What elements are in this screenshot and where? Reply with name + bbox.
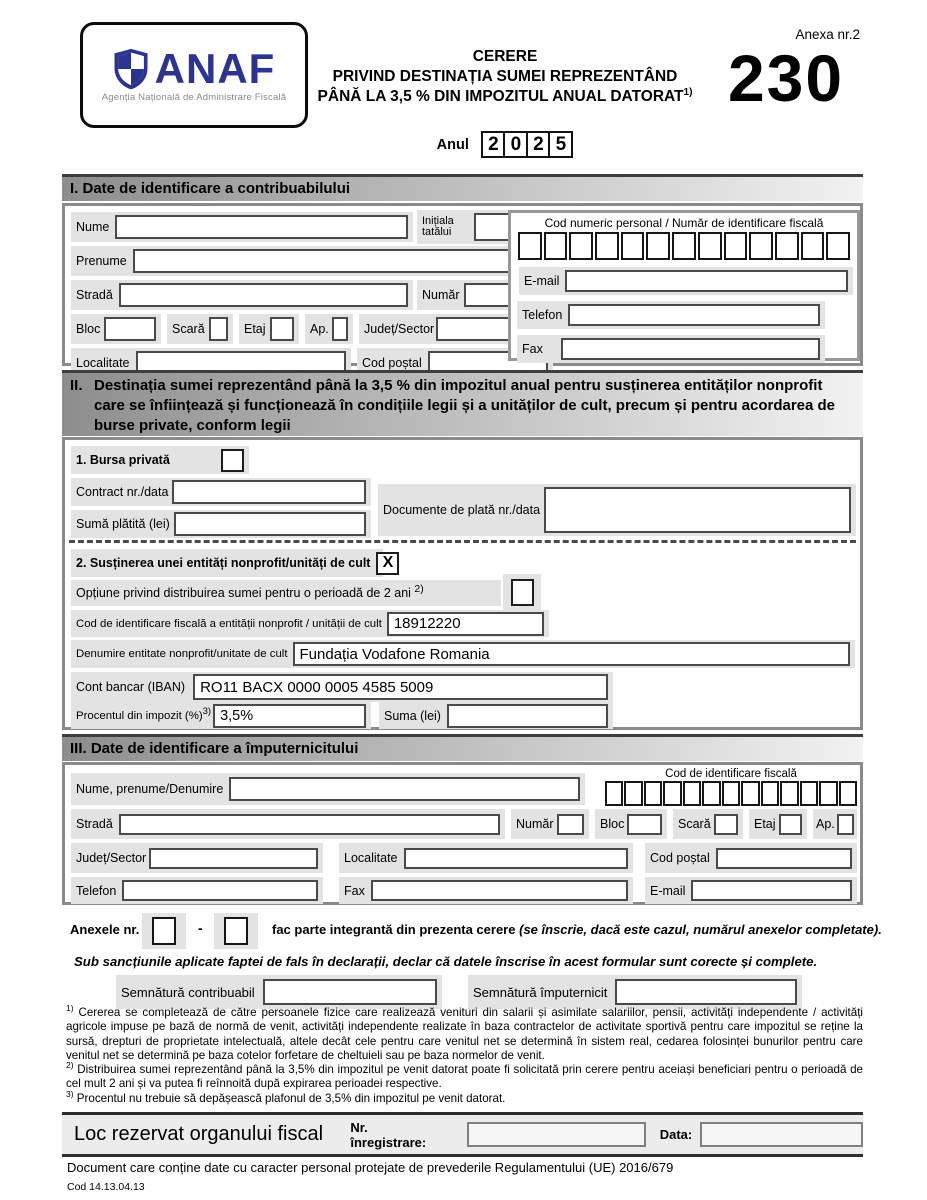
telefon-row: [517, 301, 825, 329]
suma-lei-input[interactable]: [447, 704, 608, 728]
cif-digit-box[interactable]: [722, 781, 740, 806]
prenume-row: [71, 246, 553, 276]
anaf-shield-icon: [113, 48, 149, 90]
optiune-checkbox[interactable]: [511, 579, 534, 606]
section3-header: III. Date de identificare a împuternicitului: [62, 734, 863, 761]
entitate-checkbox[interactable]: X: [376, 552, 399, 575]
etaj-row: [239, 314, 299, 344]
semnatura-imputernicit-row: [468, 975, 802, 1009]
cnp-digit-box[interactable]: [698, 232, 722, 260]
cif-digit-box[interactable]: [683, 781, 701, 806]
imp-email-label: E-mail: [650, 883, 686, 898]
imp-localitate-row: [339, 843, 633, 873]
cnp-digit-box[interactable]: [672, 232, 696, 260]
footnote-ref-1: 1): [683, 86, 693, 98]
email-row: [519, 267, 853, 295]
anexa-number-box2[interactable]: [224, 917, 248, 945]
imp-ap-row: [813, 809, 857, 839]
strada-input[interactable]: [119, 283, 408, 307]
bloc-label: Bloc: [76, 322, 101, 336]
cnp-digit-box[interactable]: [724, 232, 748, 260]
cnp-digit-box[interactable]: [801, 232, 825, 260]
dashed-divider: [69, 540, 856, 543]
imp-numar-row: [511, 809, 589, 839]
imp-scara-input[interactable]: [714, 814, 738, 835]
documente-input[interactable]: [544, 487, 851, 533]
anexele-text-italic: (se înscrie, dacă este cazul, numărul anexelor completate).: [519, 922, 882, 937]
optiune-checkbox-pad: [503, 574, 541, 610]
cnp-label: Cod numeric personal / Număr de identificare fiscală: [544, 216, 824, 230]
declaration-text: Sub sancțiunile aplicate faptei de fals în declarații, declar că datele înscrise în acest formular sunt corecte și complete.: [74, 954, 818, 969]
telefon-label: Telefon: [522, 308, 563, 322]
ap-row: [305, 314, 353, 344]
imp-numar-input[interactable]: [557, 814, 584, 835]
prenume-label: Prenume: [76, 254, 127, 268]
email-input[interactable]: [565, 270, 848, 292]
imputernicit-cif-label: Cod de identificare fiscală: [665, 768, 797, 780]
fax-label: Fax: [522, 342, 543, 356]
initiala-input[interactable]: [474, 213, 510, 241]
footnotes: [66, 1003, 863, 1106]
footnote-ref-3: 3): [202, 705, 212, 717]
cnp-digit-box[interactable]: [646, 232, 670, 260]
cnp-digit-box[interactable]: [518, 232, 542, 260]
year-digit-box[interactable]: 0: [503, 131, 528, 158]
imputernicit-nume-row: [71, 773, 585, 805]
ap-label: Ap.: [310, 322, 329, 336]
procent-input[interactable]: 3,5%: [213, 704, 366, 728]
anexele-label: Anexele nr.: [70, 922, 140, 937]
imp-strada-row: [71, 809, 505, 839]
imp-scara-label: Scară: [678, 817, 711, 831]
year-digit-boxes[interactable]: [481, 131, 574, 158]
imp-bloc-row: [595, 809, 667, 839]
cif-entitate-input[interactable]: 18912220: [387, 612, 544, 636]
prenume-input[interactable]: [133, 249, 548, 273]
semnatura-contribuabil-input[interactable]: [263, 979, 437, 1005]
imp-email-input[interactable]: [691, 880, 852, 901]
section2-header: [62, 370, 863, 436]
cif-digit-box[interactable]: [839, 781, 857, 806]
year-row: [298, 131, 712, 158]
suma-lei-label: Suma (lei): [384, 708, 441, 723]
section1-box: [62, 203, 863, 370]
iban-label: Cont bancar (IBAN): [76, 680, 186, 694]
cif-digit-box[interactable]: [761, 781, 779, 806]
imp-strada-label: Stradă: [76, 817, 113, 831]
email-label: E-mail: [524, 274, 560, 288]
cif-digit-box[interactable]: [624, 781, 642, 806]
imp-strada-input[interactable]: [119, 814, 500, 835]
imp-cod-postal-row: [645, 843, 857, 873]
scara-row: [167, 314, 233, 344]
telefon-input[interactable]: [568, 304, 820, 326]
contact-panel: [508, 210, 860, 361]
contract-input[interactable]: [172, 480, 366, 504]
cif-digit-box[interactable]: [702, 781, 720, 806]
footnote-3: $^{3)}$ Procentul nu trebuie să depășească plafonul de 3,5% din impozitul pe venit datorat.: [66, 1088, 506, 1105]
procent-label: Procentul din impozit (%)$^{3)}$: [76, 705, 212, 722]
bursa-checkbox[interactable]: [221, 449, 244, 472]
semnatura-contribuabil-row: [116, 975, 442, 1009]
section2-title: Destinația sumei reprezentând până la 3,5 % din impozitul anual pentru susținerea entităților nonprofit care se înființează și funcționează în condițiile legii și a unităților de cult, precum și pentru acordarea de burse private, conform legii: [94, 377, 836, 434]
data-input[interactable]: [700, 1122, 863, 1147]
footnote-ref-2: 2): [414, 583, 424, 595]
procent-row: [71, 702, 371, 729]
imp-localitate-input[interactable]: [404, 848, 628, 869]
imp-numar-label: Număr: [516, 817, 554, 831]
semnatura-imputernicit-label: Semnătură împuternicit: [473, 984, 608, 1000]
imp-etaj-input[interactable]: [779, 814, 802, 835]
bursa-title: 1. Bursa privată: [76, 453, 170, 467]
cnp-digit-box[interactable]: [621, 232, 645, 260]
anexa-label: Anexa nr.2: [795, 27, 860, 42]
nume-input[interactable]: [115, 215, 408, 239]
numar-label: Număr: [422, 288, 460, 302]
imp-fax-label: Fax: [344, 883, 365, 898]
imputernicit-nume-input[interactable]: [229, 777, 580, 801]
data-label: Data:: [659, 1127, 693, 1142]
entitate-row: [71, 549, 394, 577]
year-digit-box[interactable]: 2: [526, 131, 551, 158]
documente-label: Documente de plată nr./data: [383, 503, 541, 517]
scara-label: Scară: [172, 322, 205, 336]
imp-etaj-label: Etaj: [754, 817, 776, 831]
anexa-box2-pad: [214, 913, 258, 949]
judet-label: Județ/Sector: [364, 322, 435, 336]
suma-platita-row: [71, 510, 371, 538]
cod-postal-label: Cod poștal: [362, 356, 422, 370]
imp-telefon-input[interactable]: [122, 880, 318, 901]
bursa-row: [71, 446, 249, 474]
optiune-label: Opțiune privind distribuirea sumei pentru o perioadă de 2 ani $^{2)}$: [76, 583, 424, 600]
etaj-label: Etaj: [244, 322, 266, 336]
form-number: 230: [727, 41, 845, 115]
imp-ap-input[interactable]: [837, 814, 854, 835]
semnatura-imputernicit-input[interactable]: [615, 979, 797, 1005]
anexele-text: [272, 922, 882, 937]
imp-scara-row: [673, 809, 743, 839]
cif-entitate-row: [71, 610, 549, 637]
imp-bloc-input[interactable]: [627, 814, 662, 835]
form-title: [298, 47, 712, 107]
footnote-2: $^{2)}$ Distribuirea sumei reprezentând până la 3,5% din impozitul pe venit datorat poate fi solicitată prin cerere pentru aceiași beneficiari pentru o perioadă de cel mult 2 ani și va putea fi reînnoită după expirarea perioadei respective.: [66, 1060, 863, 1091]
nr-inregistrare-input[interactable]: [467, 1122, 645, 1147]
form-title-line3: PÂNĂ LA 3,5 % DIN IMPOZITUL ANUAL DATORAT$^{1)}$: [317, 86, 693, 105]
divider-bottom: [62, 1154, 863, 1157]
iban-input[interactable]: RO11 BACX 0000 0005 4585 5009: [193, 674, 608, 700]
cif-digit-box[interactable]: [800, 781, 818, 806]
imp-cod-postal-label: Cod poștal: [650, 851, 710, 865]
optiune-row: [71, 580, 501, 606]
denumire-input[interactable]: Fundația Vodafone Romania: [293, 642, 851, 666]
bloc-input[interactable]: [104, 317, 156, 341]
scara-input[interactable]: [209, 317, 228, 341]
section1-header: I. Date de identificare a contribuabilului: [62, 174, 863, 201]
initiala-label: Inițiala tatălui: [422, 214, 454, 238]
cnp-digit-box[interactable]: [569, 232, 593, 260]
anexele-dash: -: [198, 920, 203, 936]
strada-row: [71, 280, 413, 310]
imp-cod-postal-input[interactable]: [716, 848, 852, 869]
documente-row: [378, 484, 856, 536]
anexa-box1-pad: [142, 913, 186, 949]
cif-digit-box[interactable]: [644, 781, 662, 806]
cnp-digit-box[interactable]: [544, 232, 568, 260]
section2-number: II.: [70, 377, 83, 394]
fiscal-title: Loc rezervat organului fiscal: [74, 1123, 324, 1145]
cif-digit-box[interactable]: [605, 781, 623, 806]
anexa-number-box1[interactable]: [152, 917, 176, 945]
bloc-row: [71, 314, 161, 344]
cnp-digit-box[interactable]: [749, 232, 773, 260]
imp-telefon-label: Telefon: [76, 883, 117, 898]
denumire-row: [71, 640, 855, 668]
cif-digit-box[interactable]: [819, 781, 837, 806]
fiscal-bar: [62, 1115, 863, 1154]
imp-email-row: [645, 877, 857, 904]
fax-row: [517, 335, 825, 363]
anaf-logo-text: ANAF: [154, 44, 276, 92]
section2-box: [62, 437, 863, 730]
gdpr-note: Document care conține date cu caracter personal protejate de prevederile Regulamentului (UE) 2016/679: [67, 1160, 674, 1175]
imp-localitate-label: Localitate: [344, 851, 398, 865]
cif-digit-box[interactable]: [663, 781, 681, 806]
imp-fax-input[interactable]: [371, 880, 628, 901]
imp-telefon-row: [71, 877, 323, 904]
suma-platita-label: Sumă plătită (lei): [76, 517, 170, 531]
cif-digit-box[interactable]: [741, 781, 759, 806]
cnp-digit-box[interactable]: [595, 232, 619, 260]
year-label: Anul: [436, 136, 469, 153]
imputernicit-nume-label: Nume, prenume/Denumire: [76, 782, 224, 796]
anaf-logo-subtitle: Agenția Națională de Administrare Fiscală: [101, 91, 287, 103]
form-title-line2: PRIVIND DESTINAȚIA SUMEI REPREZENTÂND: [332, 68, 678, 85]
imputernicit-cif-block: [605, 768, 857, 806]
nr-inregistrare-label: Nr. înregistrare:: [350, 1119, 427, 1150]
contract-row: [71, 478, 371, 506]
cnp-digit-box[interactable]: [826, 232, 850, 260]
imp-judet-label: Județ/Sector: [76, 851, 147, 865]
footnote-1: $^{1)}$ Cererea se completează de către persoanele fizice care realizează venituri din salarii și asimilate salariilor, pensii, activități independente / activități agricole impuse pe bază de normă de venit, activități independente realizate în baza contractelor de activitate sportivă pentru care impozitul se reține la sursă, drepturi de proprietate intelectuală, altele decât cele pentru care venitul net se determină în sistem real, cedarea folosinței bunurilor pentru care venitul net se determină pe baza cotelor forfetare de cheltuieli sau pe baza normelor de venit.: [66, 1003, 863, 1062]
iban-row: [71, 672, 613, 702]
imp-judet-row: [71, 843, 323, 873]
year-digit-box[interactable]: 2: [481, 131, 506, 158]
ap-input[interactable]: [332, 317, 348, 341]
suma-platita-input[interactable]: [174, 512, 366, 536]
imp-bloc-label: Bloc: [600, 817, 625, 831]
etaj-input[interactable]: [270, 317, 294, 341]
fax-input[interactable]: [561, 338, 820, 360]
anaf-logo: [80, 22, 308, 128]
year-digit-box[interactable]: 5: [548, 131, 573, 158]
strada-label: Stradă: [76, 288, 113, 302]
suma-lei-row: [379, 702, 613, 729]
form-code: Cod 14.13.04.13: [67, 1181, 145, 1193]
contract-label: Contract nr./data: [76, 485, 169, 499]
denumire-label: Denumire entitate nonprofit/unitate de cult: [76, 648, 288, 660]
form-title-line1: CERERE: [472, 48, 538, 65]
localitate-label: Localitate: [76, 356, 130, 370]
semnatura-contribuabil-label: Semnătură contribuabil: [121, 984, 255, 1000]
cnp-boxes[interactable]: [518, 232, 850, 260]
imputernicit-cif-boxes[interactable]: [605, 781, 857, 806]
imp-etaj-row: [749, 809, 807, 839]
anexele-text-bold: fac parte integrantă din prezenta cerere: [272, 922, 516, 937]
imp-fax-row: [339, 877, 633, 904]
cif-digit-box[interactable]: [780, 781, 798, 806]
cif-entitate-label: Cod de identificare fiscală a entității nonprofit / unității de cult: [76, 617, 382, 630]
nume-label: Nume: [76, 220, 110, 234]
section3-box: [62, 762, 863, 905]
imp-judet-input[interactable]: [149, 848, 318, 869]
cnp-digit-box[interactable]: [775, 232, 799, 260]
nume-row: [71, 212, 413, 242]
entitate-title: 2. Susținerea unei entități nonprofit/unități de cult: [76, 556, 371, 570]
imp-ap-label: Ap.: [816, 817, 835, 831]
